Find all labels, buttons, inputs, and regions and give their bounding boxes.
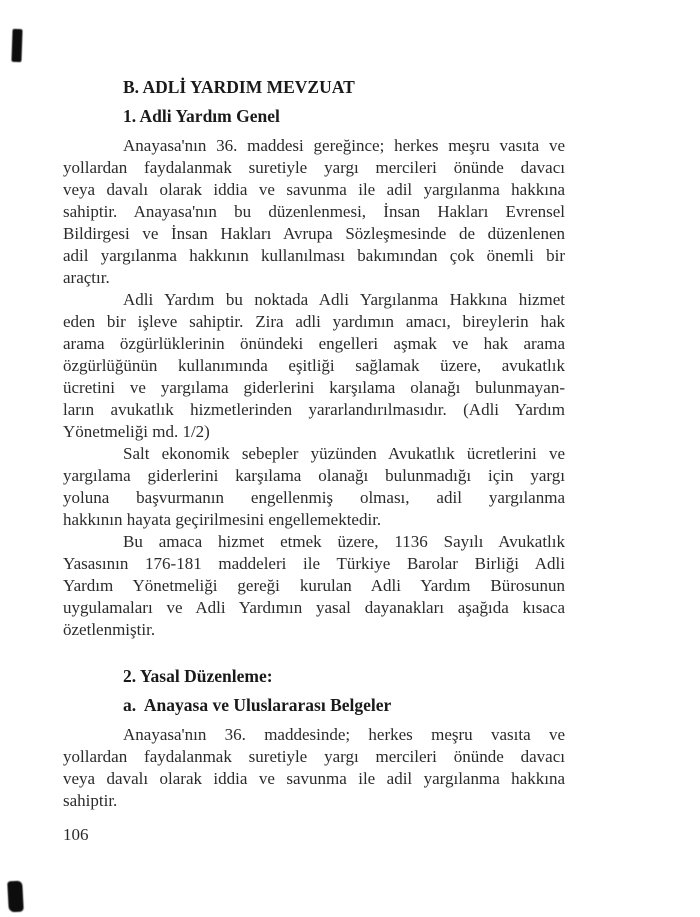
text-line: araçtır.	[63, 268, 110, 287]
text-line: Adli Yardım bu noktada Adli Yargılanma Hakkına hizmet	[123, 290, 565, 309]
text-line: Yardım Yönetmeliği gereği kurulan Adli Yardım Bürosunun	[63, 576, 565, 595]
text-line: eden bir işleve sahiptir. Zira adli yardımın amacı, bireylerin hak	[63, 312, 565, 331]
text-line: yargılama giderlerini karşılama olanağı bulunmadığı için yargı	[63, 466, 565, 485]
scan-artifact-bottom-left	[7, 881, 24, 913]
text-line: adil yargılanma hakkının kullanılması bakımından çok önemli bir	[63, 246, 565, 265]
text-line: Salt ekonomik sebepler yüzünden Avukatlık ücretlerini ve	[123, 444, 565, 463]
text-line: özgürlüğünün kullanımında eşitliği sağlamak üzere, avukatlık	[63, 356, 565, 375]
text-line: uygulamaları ve Adli Yardımın yasal dayanakları aşağıda kısaca	[63, 598, 565, 617]
scan-artifact-top-left	[11, 29, 22, 62]
paragraph-salt-ekonomik-sebepler	[63, 443, 565, 531]
text-line: Anayasa'nın 36. maddesinde; herkes meşru vasıta ve	[123, 725, 565, 744]
text-line: yoluna başvurmanın engellenmiş olması, adil yargılanma	[63, 488, 565, 507]
paragraph-anayasa-36-maddesinde	[63, 724, 565, 812]
text-line: Anayasa'nın 36. maddesi gereğince; herkes meşru vasıta ve	[123, 136, 565, 155]
text-line: hakkının hayata geçirilmesini engellemektedir.	[63, 510, 382, 529]
text-line: ücretini ve yargılama giderlerini karşılama olanağı bulunmayan-	[63, 378, 565, 397]
text-line: sahiptir. Anayasa'nın bu düzenlenmesi, İnsan Hakları Evrensel	[63, 202, 565, 221]
text-line: yollardan faydalanmak suretiyle yargı mercileri önünde davacı	[63, 747, 565, 766]
heading-anayasa-uluslararasi-belgeler: a. Anayasa ve Uluslararası Belgeler	[123, 695, 392, 715]
text-line: veya davalı olarak iddia ve savunma ile adil yargılanma hakkına	[63, 769, 565, 788]
text-line: Bu amaca hizmet etmek üzere, 1136 Sayılı Avukatlık	[123, 532, 565, 551]
text-line: veya davalı olarak iddia ve savunma ile adil yargılanma hakkına	[63, 180, 565, 199]
page-content	[63, 76, 565, 846]
paragraph-anayasa-36-maddesi	[63, 135, 565, 289]
text-line: yollardan faydalanmak suretiyle yargı mercileri önünde davacı	[63, 158, 565, 177]
heading-adli-yardim-mevzuat: B. ADLİ YARDIM MEVZUAT	[123, 77, 355, 97]
text-line: sahiptir.	[63, 791, 118, 810]
text-line: özetlenmiştir.	[63, 620, 156, 639]
text-line: Yönetmeliği md. 1/2)	[63, 422, 210, 441]
text-line: arama özgürlüklerinin önündeki engelleri aşmak ve hak arama	[63, 334, 565, 353]
paragraph-adli-yardim-islev	[63, 289, 565, 443]
page-number: 106	[63, 825, 89, 844]
heading-adli-yardim-genel: 1. Adli Yardım Genel	[123, 106, 280, 126]
text-line: ların avukatlık hizmetlerinden yararlandırılmasıdır. (Adli Yardım	[63, 400, 565, 419]
text-line: Bildirgesi ve İnsan Hakları Avrupa Sözleşmesinde de düzenlenen	[63, 224, 565, 243]
paragraph-bu-amaca-hizmet	[63, 531, 565, 641]
text-line: Yasasının 176-181 maddeleri ile Türkiye Barolar Birliği Adli	[63, 554, 565, 573]
heading-yasal-duzenleme: 2. Yasal Düzenleme:	[123, 666, 273, 686]
